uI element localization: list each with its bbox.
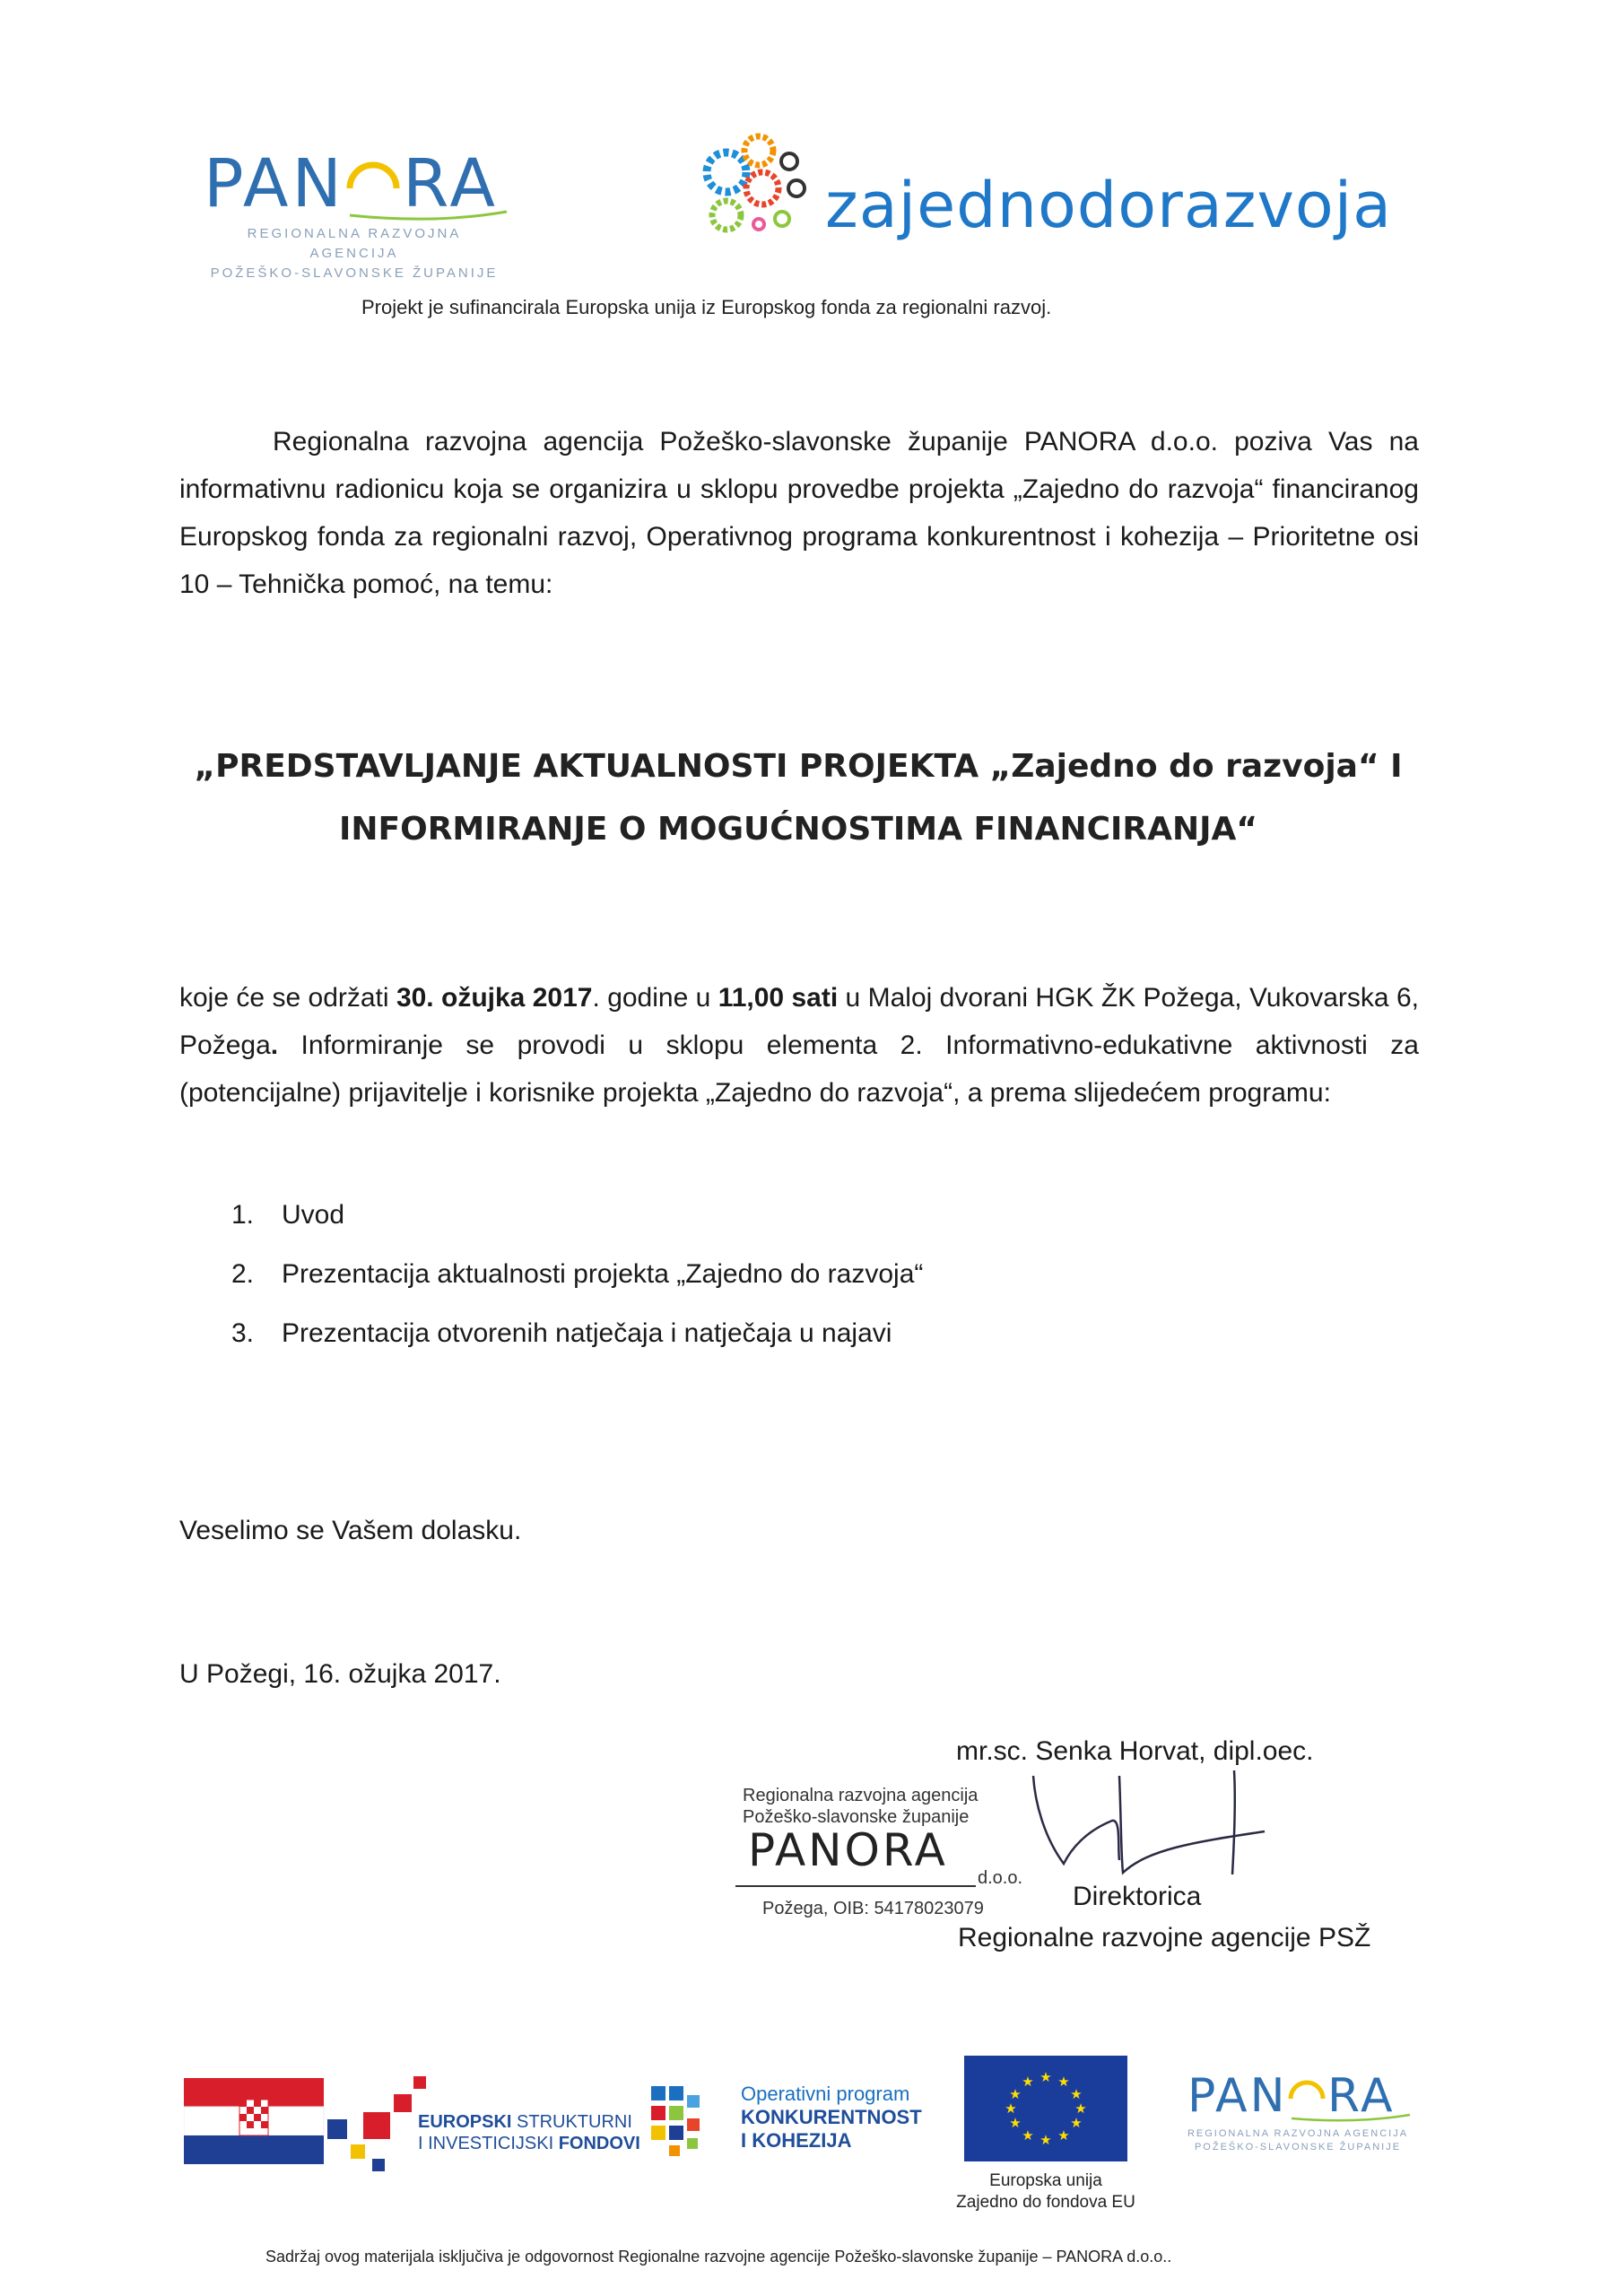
project-funding-note: Projekt je sufinancirala Europska unija iz Europskog fonda za regionalni razvoj. [361,296,1052,318]
svg-text:★: ★ [1009,2115,1022,2131]
esif-line2b: FONDOVI [558,2134,640,2153]
stamp-oib: Požega, OIB: 54178023079 [762,1899,984,1918]
stamp-underline [735,1885,976,1887]
operational-programme-squares-icon [646,2083,709,2172]
gears-icon [700,126,816,242]
stamp-panora-word: PANORA [748,1824,948,1876]
zajedno-do-razvoja-logo [700,126,1399,251]
svg-text:★: ★ [1070,2115,1083,2131]
details-dot: . [270,1031,279,1060]
event-details-paragraph [179,974,1419,1117]
panora-logo-mark-icon [202,142,525,231]
program-list [231,1186,1308,1363]
svg-text:★: ★ [1057,2074,1070,2090]
disclaimer: Sadržaj ovog materijala isključiva je odgovornost Regionalne razvojne agencije Požeško-slavonske županije – PANORA d.o.o.. [265,2248,1172,2266]
esif-line2 [418,2133,651,2154]
svg-text:PAN: PAN [1187,2069,1288,2123]
svg-text:RA: RA [403,145,500,222]
eu-caption [924,2170,1168,2213]
panora-logo-subtitle [202,224,507,283]
program-item-number: 1. [231,1200,255,1230]
svg-text:★: ★ [1005,2100,1017,2117]
event-time: 11,00 sati [718,983,839,1013]
croatian-flag-icon [184,2058,444,2184]
place-and-date: U Požegi, 16. ožujka 2017. [179,1659,501,1689]
svg-text:★: ★ [1022,2127,1034,2144]
svg-text:PAN: PAN [204,145,345,222]
operational-programme-label [741,2083,956,2152]
details-text-2: . godine u [592,983,718,1013]
workshop-title-line2: INFORMIRANJE O MOGUĆNOSTIMA FINANCIRANJA“ [338,811,1258,848]
program-item [231,1186,1308,1245]
stamp-line1: Regionalna razvojna agencija [743,1786,979,1805]
panora-logo [202,135,525,281]
panora-sub-line1: REGIONALNA RAZVOJNA AGENCIJA [247,226,462,261]
intro-paragraph: Regionalna razvojna agencija Požeško-slavonske županije PANORA d.o.o. poziva Vas na informativnu radionicu koja se organizira u sklopu provedbe projekta „Zajedno do razvoja“ financiranog Europskog fonda za regionalni razvoj, Operativnog programa konkurentnost i kohezija – Prioritetne osi 10 – Tehnička pomoć, na temu: [179,427,1419,599]
esif-line1a: EUROPSKI [418,2112,512,2132]
op-line3-text: I KOHEZIJA [741,2129,852,2152]
svg-text:★: ★ [1009,2086,1022,2102]
workshop-title [135,735,1462,861]
op-line3 [741,2129,956,2152]
svg-text:★: ★ [1022,2074,1034,2090]
program-item-text: Prezentacija otvorenih natječaja i natječaja u najavi [282,1318,892,1348]
workshop-title-line1: „PREDSTAVLJANJE AKTUALNOSTI PROJEKTA „Zajedno do razvoja“ I [194,748,1403,785]
svg-text:★: ★ [1040,2132,1052,2148]
esif-label [418,2111,651,2154]
footer-panora-logo [1186,2063,1419,2161]
event-date: 30. ožujka 2017 [396,983,593,1013]
esif-line1b: STRUKTURNI [511,2112,632,2132]
svg-text:★: ★ [1057,2127,1070,2144]
svg-text:★: ★ [1070,2086,1083,2102]
signatory-organisation: Regionalne razvojne agencije PSŽ [958,1923,1371,1952]
svg-text:★: ★ [1074,2100,1087,2117]
details-text-3: u Maloj dvorani HGK ŽK Požega, Vukovarska 6, Požega [179,983,1419,1060]
esif-line2a: I INVESTICIJSKI [418,2134,559,2153]
footer-panora-sub1: REGIONALNA RAZVOJNA AGENCIJA [1187,2128,1409,2139]
program-item-text: Uvod [282,1200,345,1230]
svg-text:RA: RA [1327,2069,1396,2123]
panora-sub-line2: POŽEŠKO-SLAVONSKE ŽUPANIJE [210,265,499,281]
company-stamp [735,1785,1031,1928]
esif-line1 [418,2111,651,2133]
program-item [231,1304,1308,1363]
footer-panora-subtitle [1186,2127,1410,2154]
footer-panora-sub2: POŽEŠKO-SLAVONSKE ŽUPANIJE [1194,2142,1402,2152]
stamp-suffix: d.o.o. [978,1868,1023,1888]
program-item-number: 3. [231,1318,255,1348]
program-item [231,1245,1308,1304]
footer-panora-mark-icon [1186,2066,1419,2129]
eu-flag-icon [964,2056,1127,2161]
stamp-line2: Požeško-slavonske županije [743,1807,970,1827]
eu-caption-line2: Zajedno do fondova EU [956,2193,1135,2212]
details-text-4: Informiranje se provodi u sklopu elementa 2. Informativno-edukativne aktivnosti za (potencijalne) prijavitelje i korisnike projekta „Zajedno do razvoja“, a prema slijedećem programu: [179,1031,1419,1108]
svg-text:★: ★ [1040,2069,1052,2085]
signatory-role: Direktorica [1073,1882,1202,1911]
program-item-text: Prezentacija aktualnosti projekta „Zajedno do razvoja“ [282,1259,924,1289]
eu-caption-line1: Europska unija [989,2171,1102,2190]
op-line1: Operativni program [741,2083,910,2105]
closing-line: Veselimo se Vašem dolasku. [179,1516,522,1545]
signatory-name: mr.sc. Senka Horvat, dipl.oec. [956,1736,1314,1766]
op-line2 [741,2106,956,2129]
op-line2-text: KONKURENTNOST [741,2106,922,2128]
zajedno-do-razvoja-wordmark: zajednodorazvoja [825,169,1393,242]
program-item-number: 2. [231,1259,255,1289]
details-text-1: koje će se održati [179,983,396,1013]
